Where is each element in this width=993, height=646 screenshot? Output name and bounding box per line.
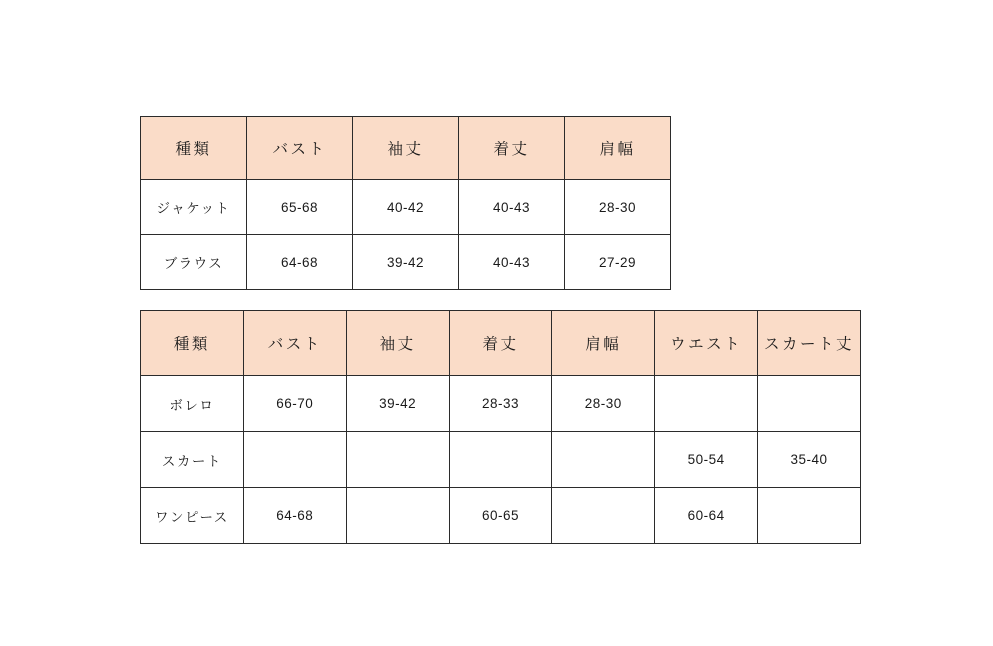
column-header-bust: バスト (243, 311, 346, 376)
column-header-sleeve-length: 袖丈 (353, 117, 459, 180)
size-chart-container (140, 116, 860, 544)
cell-skirt-shoulder (552, 432, 655, 488)
cell-jacket-shoulder: 28-30 (565, 180, 671, 235)
row-label-blouse: ブラウス (141, 235, 247, 290)
cell-bolero-bust: 66-70 (243, 376, 346, 432)
cell-skirt-skirt-length: 35-40 (758, 432, 861, 488)
column-header-waist: ウエスト (655, 311, 758, 376)
table-one-header-row-group (141, 117, 671, 180)
cell-skirt-waist: 50-54 (655, 432, 758, 488)
row-label-skirt: スカート (141, 432, 244, 488)
row-label-onepiece: ワンピース (141, 488, 244, 544)
cell-blouse-length: 40-43 (459, 235, 565, 290)
table-header-row (141, 311, 861, 376)
cell-skirt-sleeve (346, 432, 449, 488)
cell-onepiece-waist: 60-64 (655, 488, 758, 544)
cell-onepiece-bust: 64-68 (243, 488, 346, 544)
column-header-skirt-length: スカート丈 (758, 311, 861, 376)
cell-jacket-length: 40-43 (459, 180, 565, 235)
cell-bolero-length: 28-33 (449, 376, 552, 432)
table-row (141, 376, 861, 432)
table-two-body (141, 376, 861, 544)
table-row (141, 235, 671, 290)
size-table-tops (140, 116, 671, 290)
cell-blouse-sleeve: 39-42 (353, 235, 459, 290)
table-row (141, 488, 861, 544)
column-header-sleeve-length: 袖丈 (346, 311, 449, 376)
cell-bolero-waist (655, 376, 758, 432)
table-header-row (141, 117, 671, 180)
column-header-bust: バスト (247, 117, 353, 180)
cell-skirt-length (449, 432, 552, 488)
cell-skirt-bust (243, 432, 346, 488)
table-row (141, 180, 671, 235)
column-header-category: 種類 (141, 117, 247, 180)
row-label-jacket: ジャケット (141, 180, 247, 235)
cell-jacket-bust: 65-68 (247, 180, 353, 235)
column-header-shoulder-width: 肩幅 (552, 311, 655, 376)
cell-onepiece-skirt-length (758, 488, 861, 544)
cell-bolero-skirt-length (758, 376, 861, 432)
cell-blouse-shoulder: 27-29 (565, 235, 671, 290)
cell-onepiece-shoulder (552, 488, 655, 544)
cell-onepiece-length: 60-65 (449, 488, 552, 544)
table-two-header-row-group (141, 311, 861, 376)
cell-bolero-shoulder: 28-30 (552, 376, 655, 432)
cell-onepiece-sleeve (346, 488, 449, 544)
table-one-body (141, 180, 671, 290)
column-header-shoulder-width: 肩幅 (565, 117, 671, 180)
cell-blouse-bust: 64-68 (247, 235, 353, 290)
cell-bolero-sleeve: 39-42 (346, 376, 449, 432)
column-header-category: 種類 (141, 311, 244, 376)
column-header-garment-length: 着丈 (449, 311, 552, 376)
table-row (141, 432, 861, 488)
column-header-garment-length: 着丈 (459, 117, 565, 180)
row-label-bolero: ボレロ (141, 376, 244, 432)
cell-jacket-sleeve: 40-42 (353, 180, 459, 235)
size-table-bottoms (140, 310, 861, 544)
